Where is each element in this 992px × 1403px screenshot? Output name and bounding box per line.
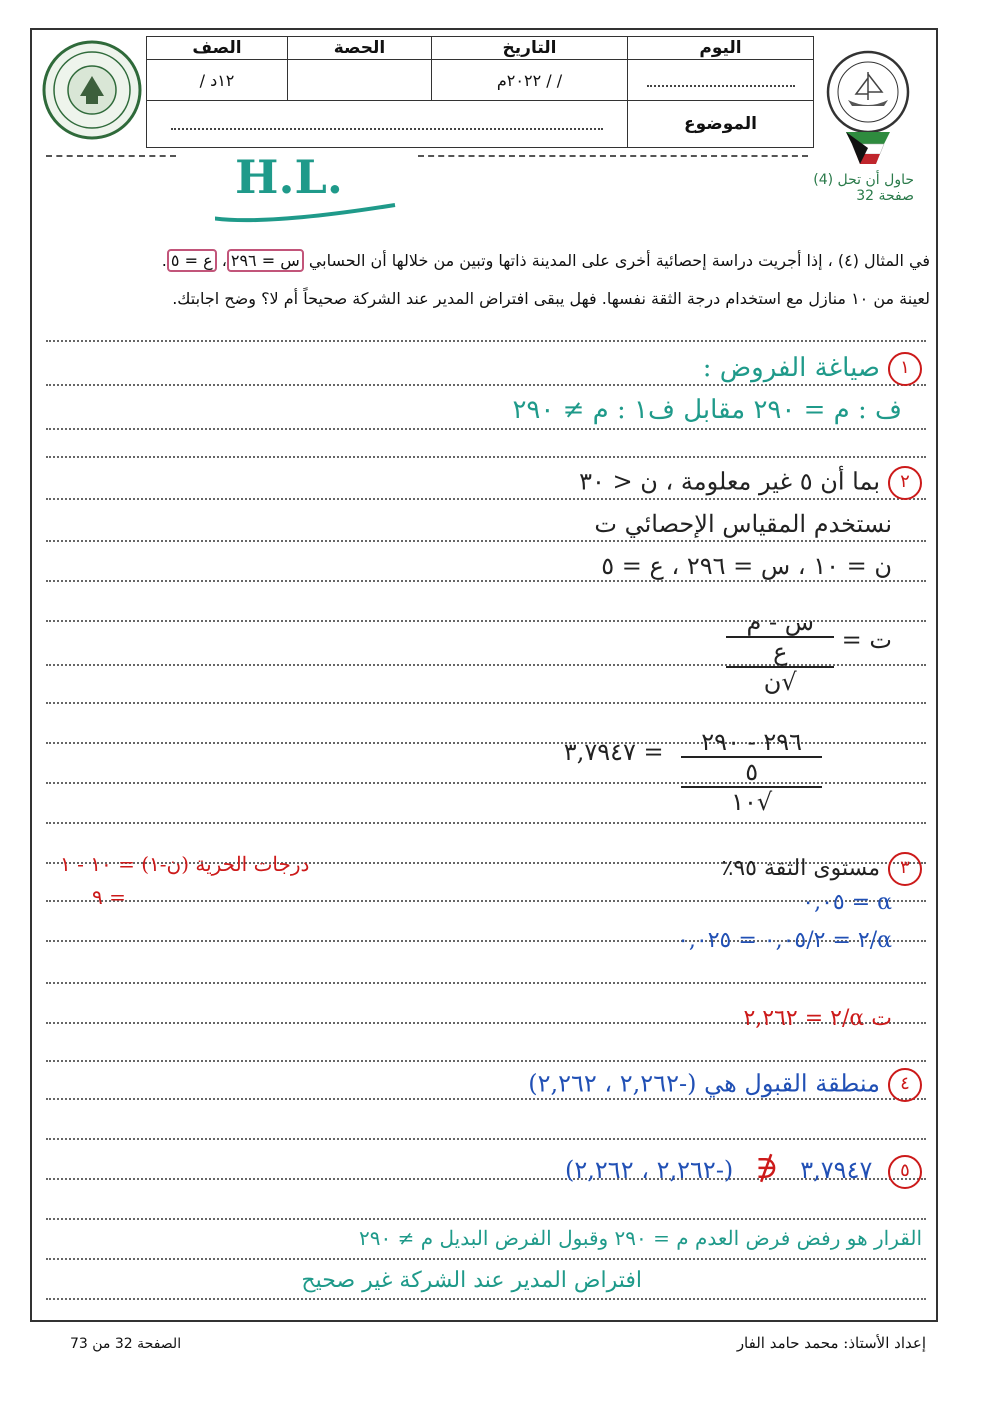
t-formula bbox=[726, 608, 892, 696]
problem-line-2: لعينة من ١٠ منازل مع استخدام درجة الثقة نفسها. فهل يبقى افتراض المدير عند الشركة صحيحاً أم لا؟ وضح اجابتك. bbox=[172, 289, 930, 308]
header-separator bbox=[46, 155, 176, 157]
subject-value bbox=[147, 101, 628, 148]
handwritten-hl-mark bbox=[215, 145, 415, 235]
header-table bbox=[146, 36, 814, 148]
day-label: اليوم bbox=[628, 37, 814, 60]
t-calc-denominator: ٥ bbox=[681, 758, 822, 788]
t-formula-root: √ن bbox=[763, 668, 797, 696]
step-3-number: ٣ bbox=[888, 852, 922, 886]
test-statistic-value: ٣,٧٩٤٧ bbox=[800, 1156, 873, 1184]
sd-box: ع = ٥ bbox=[167, 249, 217, 272]
ruled-line bbox=[46, 1298, 926, 1300]
class-value: ١٢د / bbox=[147, 60, 288, 101]
ruled-line bbox=[46, 702, 926, 704]
ruled-line bbox=[46, 1218, 926, 1220]
step-4-number: ٤ bbox=[888, 1068, 922, 1102]
ruled-line bbox=[46, 1138, 926, 1140]
state-emblem bbox=[818, 48, 918, 166]
ruled-line bbox=[46, 580, 926, 582]
period-value bbox=[288, 60, 432, 101]
page-reference: صفحة 32 bbox=[856, 188, 914, 204]
subject-label: الموضوع bbox=[628, 101, 814, 148]
try-exercise-label: حاول أن تحل (4) bbox=[813, 172, 914, 188]
ruled-line bbox=[46, 822, 926, 824]
degrees-of-freedom: درجات الحرية (ن-١) = ١٠ - ١ bbox=[60, 852, 310, 876]
problem-line-1: في المثال (٤) ، إذا أجريت دراسة إحصائية أخرى على المدينة ذاتها وتبين من خلالها أن الحسابي س = ٢٩٦، ع = ٥. bbox=[161, 251, 930, 270]
t-formula-numerator: س - م bbox=[726, 608, 834, 638]
t-critical-value: ت α/٢ = ٢,٢٦٢ bbox=[743, 1006, 892, 1031]
ruled-line bbox=[46, 1060, 926, 1062]
ruled-line bbox=[46, 540, 926, 542]
t-calc-numerator: ٢٩٦ - ٢٩٠ bbox=[681, 728, 822, 758]
final-conclusion: افتراض المدير عند الشركة غير صحيح bbox=[301, 1268, 642, 1293]
degrees-of-freedom-value: = ٩ bbox=[92, 885, 126, 909]
date-label: التاريخ bbox=[432, 37, 628, 60]
date-value: / / ٢٠٢٢م bbox=[432, 60, 628, 101]
step-3-confidence: ٣مستوى الثقة ٩٥٪ bbox=[722, 852, 922, 886]
step-1-title: ١صياغة الفروض : bbox=[703, 352, 922, 386]
step-2-line-1: ٢بما أن ٥ غير معلومة ، ن < ٣٠ bbox=[579, 466, 922, 500]
step-5-number: ٥ bbox=[888, 1155, 922, 1189]
period-label: الحصة bbox=[288, 37, 432, 60]
school-logo bbox=[42, 40, 142, 140]
t-formula-s: ع bbox=[726, 638, 834, 668]
step-2-line-3: ن = ١٠ ، س = ٢٩٦ ، ع = ٥ bbox=[601, 552, 892, 580]
half-alpha-value: α/٢ = ٠,٠٥/٢ = ٠,٠٢٥ bbox=[677, 928, 892, 953]
header-separator bbox=[418, 155, 808, 157]
t-calculation bbox=[564, 728, 822, 816]
acceptance-interval: (-٢,٢٦٢ ، ٢,٢٦٢) bbox=[565, 1156, 734, 1184]
class-label: الصف bbox=[147, 37, 288, 60]
ruled-line bbox=[46, 1258, 926, 1260]
t-calc-root: √١٠ bbox=[731, 788, 773, 816]
mean-box: س = ٢٩٦ bbox=[227, 249, 304, 272]
step-4-acceptance-region: ٤منطقة القبول هي (-٢,٢٦٢ ، ٢,٢٦٢) bbox=[528, 1068, 922, 1102]
decision-statement: القرار هو رفض فرض العدم م = ٢٩٠ وقبول الفرض البديل م ≠ ٢٩٠ bbox=[359, 1226, 922, 1250]
day-value bbox=[628, 60, 814, 101]
ruled-line bbox=[46, 340, 926, 342]
ruled-line bbox=[46, 982, 926, 984]
alpha-value: α = ٠,٠٥ bbox=[802, 890, 892, 915]
ruled-line bbox=[46, 900, 926, 902]
t-calc-result: = ٣,٧٩٤٧ bbox=[563, 738, 664, 766]
author-credit: إعداد الأستاذ: محمد حامد الفار bbox=[736, 1334, 926, 1352]
ruled-line bbox=[46, 428, 926, 430]
t-formula-lhs: ت = bbox=[841, 626, 892, 654]
ruled-line bbox=[46, 456, 926, 458]
step-1-number: ١ bbox=[888, 352, 922, 386]
try-exercise-note bbox=[813, 172, 914, 204]
page-number: الصفحة 32 من 73 bbox=[70, 1336, 182, 1352]
step-2-number: ٢ bbox=[888, 466, 922, 500]
step-1-hypotheses: ف : م = ٢٩٠ مقابل ف١ : م ≠ ٢٩٠ bbox=[512, 395, 902, 425]
problem-statement bbox=[60, 242, 930, 318]
step-5-comparison bbox=[565, 1148, 922, 1189]
step-2-line-2: نستخدم المقياس الإحصائي ت bbox=[594, 510, 892, 538]
svg-text:H.L.: H.L. bbox=[235, 150, 343, 204]
not-in-symbol: ∉ bbox=[754, 1148, 779, 1186]
